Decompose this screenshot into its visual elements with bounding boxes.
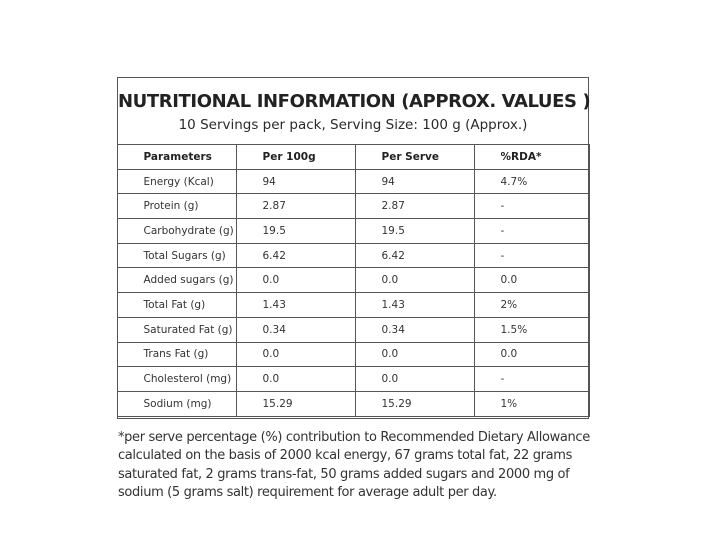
column-header-per-serve: Per Serve <box>355 145 474 170</box>
row-parameter: Sodium (mg) <box>117 391 236 416</box>
table-row <box>117 194 589 219</box>
table-row <box>117 342 589 367</box>
panel-title: NUTRITIONAL INFORMATION (APPROX. VALUES ) <box>118 91 591 112</box>
row-parameter: Added sugars (g) <box>117 268 236 293</box>
table-row <box>117 317 589 342</box>
table-row <box>117 293 589 318</box>
rda-footnote: *per serve percentage (%) contribution to Recommended Dietary Allowance calculated on the basis of 2000 kcal energy, 67 grams total fat, 22 grams saturated fat, 2 grams trans-fat, 50 grams added sugars and 2000 mg of sodium (5 grams salt) requirement for average adult per day. <box>118 430 590 500</box>
row-per-100g: 94 <box>236 169 355 194</box>
row-parameter: Energy (Kcal) <box>117 169 236 194</box>
table-header-row <box>117 145 589 170</box>
row-per-100g: 0.0 <box>236 268 355 293</box>
row-rda: 4.7% <box>474 169 589 194</box>
nutrition-panel <box>117 77 589 419</box>
row-parameter: Total Fat (g) <box>117 293 236 318</box>
row-parameter: Total Sugars (g) <box>117 243 236 268</box>
panel-heading <box>118 78 591 144</box>
row-per-serve: 2.87 <box>355 194 474 219</box>
nutrition-table <box>117 144 590 417</box>
row-per-100g: 19.5 <box>236 219 355 244</box>
row-per-serve: 94 <box>355 169 474 194</box>
row-rda: - <box>474 219 589 244</box>
row-rda: - <box>474 243 589 268</box>
row-parameter: Carbohydrate (g) <box>117 219 236 244</box>
row-parameter: Cholesterol (mg) <box>117 367 236 392</box>
table-row <box>117 391 589 416</box>
row-rda: 1% <box>474 391 589 416</box>
table-row <box>117 367 589 392</box>
row-per-100g: 0.0 <box>236 342 355 367</box>
row-parameter: Protein (g) <box>117 194 236 219</box>
row-parameter: Saturated Fat (g) <box>117 317 236 342</box>
table-row <box>117 219 589 244</box>
column-header-parameters: Parameters <box>117 145 236 170</box>
panel-subtitle: 10 Servings per pack, Serving Size: 100 g (Approx.) <box>178 117 528 133</box>
table-row <box>117 169 589 194</box>
row-per-serve: 1.43 <box>355 293 474 318</box>
row-per-100g: 1.43 <box>236 293 355 318</box>
row-per-100g: 6.42 <box>236 243 355 268</box>
row-per-100g: 0.34 <box>236 317 355 342</box>
row-per-100g: 15.29 <box>236 391 355 416</box>
row-per-100g: 2.87 <box>236 194 355 219</box>
row-rda: 0.0 <box>474 342 589 367</box>
row-rda: - <box>474 194 589 219</box>
row-per-100g: 0.0 <box>236 367 355 392</box>
row-per-serve: 0.0 <box>355 268 474 293</box>
table-row <box>117 268 589 293</box>
row-rda: 0.0 <box>474 268 589 293</box>
row-per-serve: 0.0 <box>355 367 474 392</box>
row-per-serve: 0.34 <box>355 317 474 342</box>
row-per-serve: 6.42 <box>355 243 474 268</box>
row-per-serve: 19.5 <box>355 219 474 244</box>
row-rda: 2% <box>474 293 589 318</box>
row-rda: - <box>474 367 589 392</box>
row-parameter: Trans Fat (g) <box>117 342 236 367</box>
row-rda: 1.5% <box>474 317 589 342</box>
row-per-serve: 0.0 <box>355 342 474 367</box>
column-header-per-100g: Per 100g <box>236 145 355 170</box>
row-per-serve: 15.29 <box>355 391 474 416</box>
table-row <box>117 243 589 268</box>
column-header-rda: %RDA* <box>474 145 589 170</box>
